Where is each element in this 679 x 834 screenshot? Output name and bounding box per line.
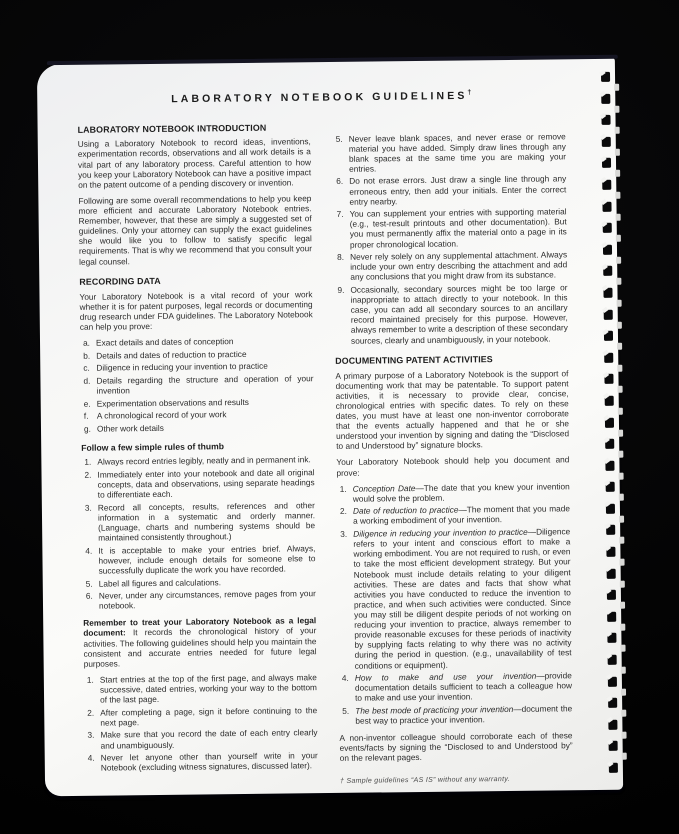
list-item-text: Other work details xyxy=(96,422,164,434)
numbered-list-rules xyxy=(84,455,316,612)
list-item-text: You can supplement your entries with supporting material (e.g., test-result printouts and other documentation). But you must permanently affix the material onto a page in its proper chronological location. xyxy=(349,206,567,250)
list-item xyxy=(84,455,314,468)
list-item-text: It is acceptable to make your entries brief. Always, however, include enough details for someone else to successfully duplicate the work you have recorded. xyxy=(98,542,316,576)
list-item-text: Label all figures and calculations. xyxy=(98,576,222,589)
list-item-italic-lead: Conception Date xyxy=(352,482,416,494)
list-item-text xyxy=(355,703,572,726)
list-item-text: Experimentation observations and results xyxy=(96,396,249,409)
documenting-closing-paragraph: A non-inventor colleague should corroborate each of these events/facts by signing the “Disclosed to and Understood by” on the relevant pages. xyxy=(339,730,573,764)
list-item-text: Make sure that you record the date of each entry clearly and unambiguously. xyxy=(100,727,318,751)
list-item-number: 9. xyxy=(337,284,345,295)
list-item-italic-lead: Date of reduction to practice xyxy=(352,504,459,517)
list-item-italic-lead: Diligence in reducing your invention to practice xyxy=(353,526,528,539)
lettered-list xyxy=(83,335,314,433)
list-item xyxy=(83,373,313,396)
list-item-text: Never leave blank spaces, and never erase or remove material you have added. Simply draw lines through any blank spaces at the same time you are making your entries. xyxy=(348,130,566,174)
list-item xyxy=(84,408,314,421)
list-item xyxy=(87,672,317,705)
list-item-text: Never, under any circumstances, remove pages from your notebook. xyxy=(98,588,316,611)
list-item xyxy=(85,500,315,543)
list-item xyxy=(337,207,567,250)
list-item-number: 2. xyxy=(84,469,92,480)
list-item xyxy=(340,481,570,504)
list-item xyxy=(84,396,314,409)
numbered-list-legal xyxy=(87,672,318,773)
list-item-text: Exact details and dates of conception xyxy=(95,336,234,348)
list-item-text xyxy=(353,504,570,527)
list-item-number: 8. xyxy=(337,252,345,263)
list-item xyxy=(88,750,318,773)
list-item xyxy=(83,348,313,361)
list-item xyxy=(336,131,566,174)
right-column xyxy=(333,119,574,787)
list-item-label: b. xyxy=(83,350,91,361)
list-item-text xyxy=(353,526,572,670)
recording-paragraph: Your Laboratory Notebook is a vital record of your work whether it is for patent purposes, legal records or documenting drug research under FDA guidelines. The Laboratory Notebook can help you prove: xyxy=(79,288,313,332)
list-item xyxy=(84,421,314,434)
notebook-page xyxy=(37,58,623,797)
list-item xyxy=(340,526,572,670)
list-item-number: 4. xyxy=(87,752,95,763)
list-item-label: e. xyxy=(83,398,91,409)
list-item-rest: —Diligence refers to your intent and conscious effort to make a working embodiment. You are not required to rush, or even to take the most efficient development strategy. But your Notebook must include details relating to your diligent activities. These are dates and facts that show what activities you have conducted to reduce the invention to practice, and when such activities were conducted. Since you may still be diligent despite periods of not working on reducing your invention to practice, always remember to provide reasonable excuses for these periods of inactivity by supplying facts relating to why there was no activity during the period in question. (e.g., unavailability of test conditions or equipment). xyxy=(353,526,572,671)
section-heading-introduction: LABORATORY NOTEBOOK INTRODUCTION xyxy=(77,122,267,135)
list-item-text: Immediately enter into your notebook and date all original concepts, data and observations, using separate headings to differentiate each. xyxy=(97,467,315,500)
list-item-number: 5. xyxy=(342,705,350,716)
list-item xyxy=(342,703,572,726)
footnote: † Sample guidelines “AS IS” without any warranty. xyxy=(339,776,510,786)
list-item-number: 2. xyxy=(87,707,95,718)
list-item xyxy=(336,174,566,207)
list-item-rest: —document the best way to practice your invention. xyxy=(355,703,573,726)
list-item-number: 6. xyxy=(85,590,93,601)
list-item-number: 1. xyxy=(339,483,347,494)
list-item-rest: —The moment that you made a working embodiment of your invention. xyxy=(353,503,570,527)
list-item-number: 7. xyxy=(336,209,344,220)
list-item xyxy=(83,335,313,348)
documenting-paragraph-2: Your Laboratory Notebook should help you document and prove: xyxy=(336,454,570,478)
list-item-number: 4. xyxy=(341,672,349,683)
list-item-text: Do not erase errors. Just draw a single line through any erroneous entry, then add your initials. Enter the correct entry nearby. xyxy=(349,173,567,207)
page-title-text: LABORATORY NOTEBOOK GUIDELINES xyxy=(171,89,468,106)
list-item xyxy=(337,250,567,283)
list-item-text: A chronological record of your work xyxy=(96,409,227,421)
list-item-number: 3. xyxy=(87,730,95,741)
list-item-text: Details regarding the structure and operation of your invention xyxy=(96,372,314,396)
documenting-paragraph-1: A primary purpose of a Laboratory Notebook is the support of documenting work that may be patentable. To support patent activities, it is necessary to provide clear, concise, chronological entries with specific dates. To rely on these dates, you must have at least one non-inventor corroborate that the events actually happened and that he or she understood your invention by signing and dating the “Disclosed to and Understood by” signature blocks. xyxy=(335,367,570,452)
section-heading-documenting-patent: DOCUMENTING PATENT ACTIVITIES xyxy=(335,353,493,366)
numbered-list-rules-continued xyxy=(336,131,568,346)
list-item xyxy=(342,670,572,703)
list-item-text: Never rely solely on any supplemental attachment. Always include your own entry describing the attachment and add any conclusions that you might draw from its substance. xyxy=(350,249,568,283)
list-item-number: 1. xyxy=(86,674,94,685)
subheading-rules-of-thumb: Follow a few simple rules of thumb xyxy=(81,441,225,453)
footnote-dagger-mark: † xyxy=(467,89,472,97)
list-item-rest: —The date that you knew your invention would solve the problem. xyxy=(352,480,570,504)
legal-document-paragraph xyxy=(83,616,317,669)
list-item-rest: —provide documentation details sufficient to teach a colleague how to make and use your invention. xyxy=(354,670,573,704)
list-item-number: 2. xyxy=(339,506,347,517)
list-item-italic-lead: How to make and use your invention xyxy=(354,670,537,683)
list-item-number: 4. xyxy=(85,545,93,556)
list-item-label: a. xyxy=(82,337,91,348)
list-item xyxy=(87,705,317,728)
list-item-text: After completing a page, sign it before continuing to the next page. xyxy=(100,704,318,728)
two-column-layout xyxy=(78,119,574,790)
list-item xyxy=(86,576,316,589)
list-item-text xyxy=(353,481,570,504)
legal-document-lead: Remember to treat your Laboratory Notebook as a legal document: xyxy=(83,615,317,639)
list-item-text xyxy=(355,670,572,703)
list-item-label: g. xyxy=(83,423,91,434)
page-content xyxy=(37,58,623,797)
list-item-italic-lead: The best mode of practicing your invention xyxy=(355,703,514,716)
legal-document-rest: It records the chronological history of your activities. The following guidelines should help you maintain the consistent and accurate entries needed for future legal purposes. xyxy=(83,625,317,669)
list-item-text: Occasionally, secondary sources might be too large or inappropriate to attach directly to your notebook. In this case, you can add all secondary sources to an ancillary record maintained precisely for this purpose. However, always remember to write a description of these secondary sources, clearly and unambiguously, in your notebook. xyxy=(350,282,568,346)
list-item-text: Details and dates of reduction to practice xyxy=(96,348,247,361)
list-item-label: c. xyxy=(83,362,90,373)
list-item-number: 3. xyxy=(340,528,348,539)
list-item-text: Start entries at the top of the first page, and always make successive, dated entries, working your way to the bottom of the last page. xyxy=(99,672,318,705)
list-item xyxy=(86,588,316,611)
list-item xyxy=(83,360,313,373)
list-item-text: Record all concepts, results, references and other information in a systematic and orderly manner. (Language, charts and numbering systems should be maintained consistently throughout.) xyxy=(97,499,316,543)
list-item-number: 5. xyxy=(85,578,93,589)
list-item-text: Always record entries legibly, neatly and in permanent ink. xyxy=(97,454,311,467)
page-title xyxy=(77,88,565,106)
list-item-number: 5. xyxy=(335,133,343,144)
list-item-number: 3. xyxy=(84,502,92,513)
list-item xyxy=(340,504,570,527)
left-column xyxy=(78,122,319,790)
intro-paragraph-1: Using a Laboratory Notebook to record ideas, inventions, experimentation records, observations and all work details is a vital part of any laboratory process. Careful attention to how you keep your Laboratory Notebook can have a positive impact on the patent outcome of a pending discovery or invention. xyxy=(77,136,312,190)
list-item xyxy=(85,543,315,576)
list-item-number: 1. xyxy=(84,457,92,468)
list-item-label: f. xyxy=(83,410,89,421)
list-item-text: Never let anyone other than yourself write in your Notebook (excluding witness signatures, discussed later). xyxy=(100,750,318,773)
list-item xyxy=(84,467,314,500)
numbered-list-documenting xyxy=(340,481,573,726)
list-item xyxy=(337,282,568,345)
list-item-text: Diligence in reducing your invention to practice xyxy=(96,360,268,373)
list-item xyxy=(87,728,317,751)
section-heading-recording-data: RECORDING DATA xyxy=(79,275,161,287)
list-item-label: d. xyxy=(83,375,91,386)
list-item-number: 6. xyxy=(336,176,344,187)
intro-paragraph-2: Following are some overall recommendations to help you keep more efficient and accurate Laboratory Notebook entries. Remember, however, that these are simply a suggested set of guidelines. Only your attorney can supply the exact guidelines she would like you to follow to satisfy specific legal requirements. That is why we recommend that you consult your legal counsel. xyxy=(78,193,313,267)
